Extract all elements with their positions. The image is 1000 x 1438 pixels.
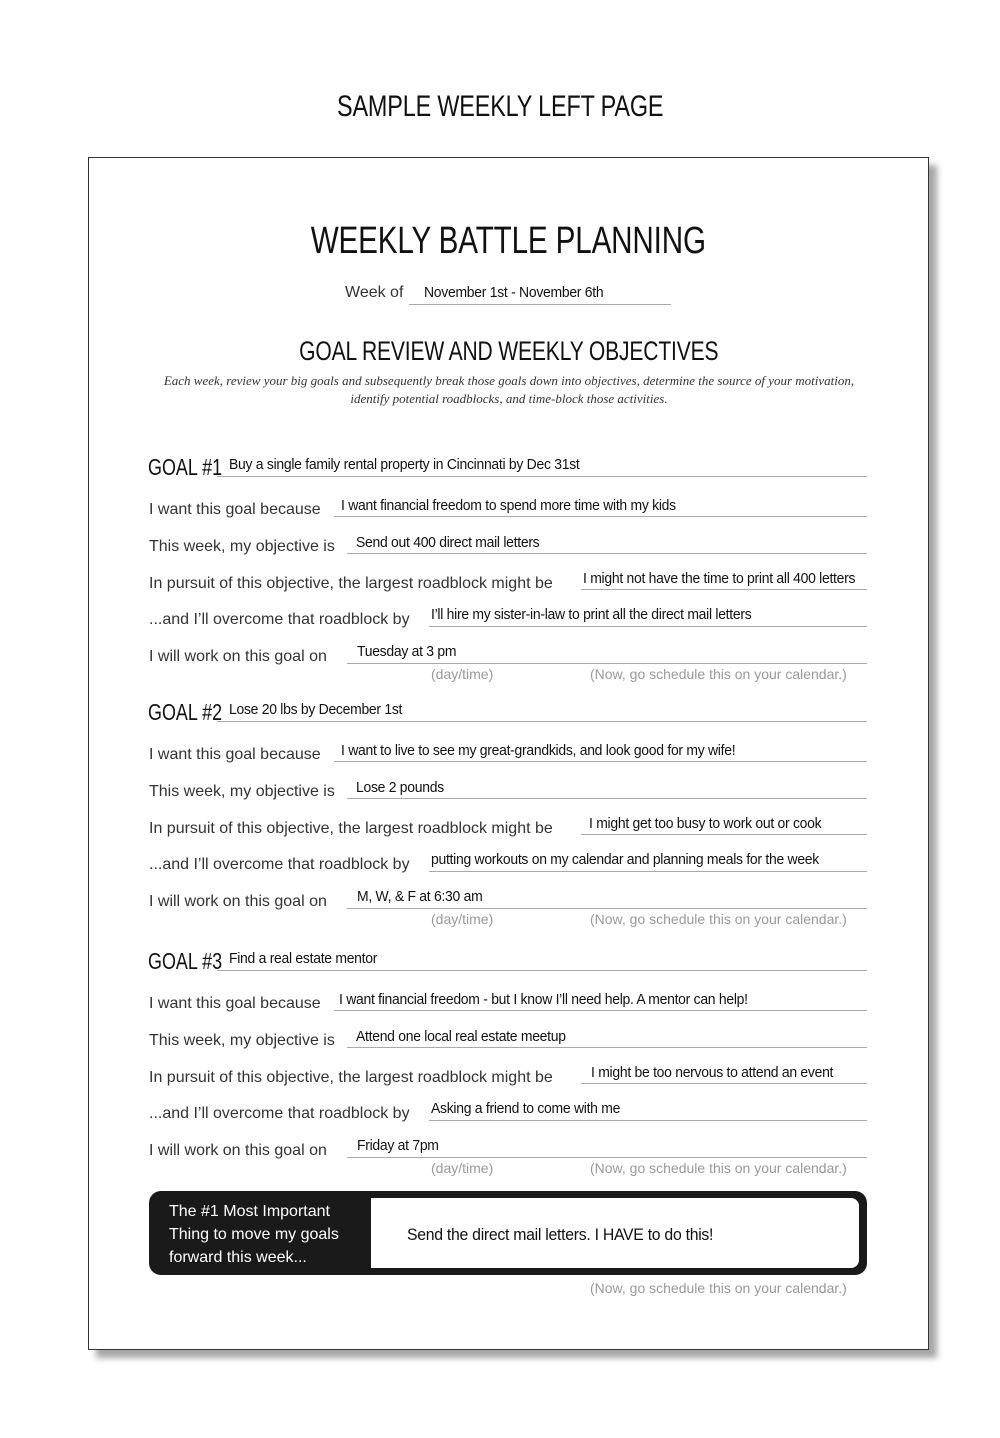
schedule-hint: (Now, go schedule this on your calendar.) (590, 1280, 847, 1296)
answer-line (347, 1157, 867, 1158)
roadblock-value[interactable]: I might be too nervous to attend an event (591, 1064, 834, 1081)
goal-label: GOAL #2 (148, 699, 223, 725)
page-title: SAMPLE WEEKLY LEFT PAGE (336, 90, 664, 123)
because-label: I want this goal because (149, 746, 321, 763)
goal-value[interactable]: Lose 20 lbs by December 1st (229, 701, 403, 718)
roadblock-value[interactable]: I might not have the time to print all 400 letters (583, 570, 856, 587)
intro-text: Each week, review your big goals and subsequently break those goals down into objectives, determine the source of your motivation, identify potential roadblocks, and time-block those activities. (163, 373, 855, 406)
answer-line (347, 663, 867, 664)
answer-line (334, 516, 867, 517)
day-time-hint: (day/time) (431, 666, 494, 682)
day-time-hint: (day/time) (431, 911, 494, 927)
objective-value[interactable]: Send out 400 direct mail letters (356, 534, 540, 551)
week-of-value[interactable]: November 1st - November 6th (424, 284, 604, 301)
answer-line (429, 1120, 867, 1121)
goal-label: GOAL #1 (148, 454, 223, 480)
section-title: GOAL REVIEW AND WEEKLY OBJECTIVES (298, 336, 719, 366)
answer-line (347, 1047, 867, 1048)
because-label: I want this goal because (149, 995, 321, 1012)
work-on-value[interactable]: M, W, & F at 6:30 am (357, 888, 483, 905)
goal-value[interactable]: Find a real estate mentor (229, 950, 378, 967)
overcome-label: ...and I’ll overcome that roadblock by (149, 1105, 410, 1122)
answer-line (581, 834, 867, 835)
work-on-value[interactable]: Tuesday at 3 pm (357, 643, 457, 660)
week-of-label: Week of (345, 284, 404, 301)
schedule-hint: (Now, go schedule this on your calendar.) (590, 666, 847, 682)
answer-line (429, 871, 867, 872)
answer-line (217, 721, 867, 722)
most-important-label: The #1 Most Important Thing to move my goals forward this week... (169, 1203, 339, 1266)
roadblock-value[interactable]: I might get too busy to work out or cook (589, 815, 822, 832)
objective-label: This week, my objective is (149, 783, 335, 800)
answer-line (581, 1083, 867, 1084)
objective-label: This week, my objective is (149, 1032, 335, 1049)
roadblock-label: In pursuit of this objective, the largest roadblock might be (149, 575, 553, 592)
answer-line (429, 626, 867, 627)
day-time-hint: (day/time) (431, 1160, 494, 1176)
answer-line (581, 589, 867, 590)
overcome-value[interactable]: I’ll hire my sister-in-law to print all the direct mail letters (431, 606, 752, 623)
answer-line (217, 970, 867, 971)
overcome-value[interactable]: Asking a friend to come with me (431, 1100, 621, 1117)
answer-line (347, 908, 867, 909)
most-important-field[interactable] (371, 1198, 859, 1268)
objective-label: This week, my objective is (149, 538, 335, 555)
answer-line (334, 1010, 867, 1011)
answer-line (347, 553, 867, 554)
because-value[interactable]: I want financial freedom to spend more time with my kids (341, 497, 676, 514)
roadblock-label: In pursuit of this objective, the largest roadblock might be (149, 820, 553, 837)
because-label: I want this goal because (149, 501, 321, 518)
work-on-label: I will work on this goal on (149, 1142, 327, 1159)
overcome-label: ...and I’ll overcome that roadblock by (149, 611, 410, 628)
goal-value[interactable]: Buy a single family rental property in Cincinnati by Dec 31st (229, 456, 580, 473)
schedule-hint: (Now, go schedule this on your calendar.) (590, 911, 847, 927)
schedule-hint: (Now, go schedule this on your calendar.) (590, 1160, 847, 1176)
objective-value[interactable]: Lose 2 pounds (356, 779, 444, 796)
objective-value[interactable]: Attend one local real estate meetup (356, 1028, 566, 1045)
sheet-title: WEEKLY BATTLE PLANNING (310, 220, 707, 262)
most-important-value[interactable]: Send the direct mail letters. I HAVE to do this! (407, 1225, 714, 1244)
work-on-label: I will work on this goal on (149, 893, 327, 910)
answer-line (347, 798, 867, 799)
roadblock-label: In pursuit of this objective, the largest roadblock might be (149, 1069, 553, 1086)
most-important-box (149, 1191, 867, 1275)
because-value[interactable]: I want financial freedom - but I know I’ll need help. A mentor can help! (339, 991, 748, 1008)
work-on-value[interactable]: Friday at 7pm (357, 1137, 439, 1154)
answer-line (334, 761, 867, 762)
goal-label: GOAL #3 (148, 948, 223, 974)
work-on-label: I will work on this goal on (149, 648, 327, 665)
because-value[interactable]: I want to live to see my great-grandkids, and look good for my wife! (341, 742, 736, 759)
week-of-line (409, 304, 671, 305)
overcome-label: ...and I’ll overcome that roadblock by (149, 856, 410, 873)
answer-line (217, 476, 867, 477)
planner-sheet (88, 157, 929, 1350)
overcome-value[interactable]: putting workouts on my calendar and planning meals for the week (431, 851, 819, 868)
